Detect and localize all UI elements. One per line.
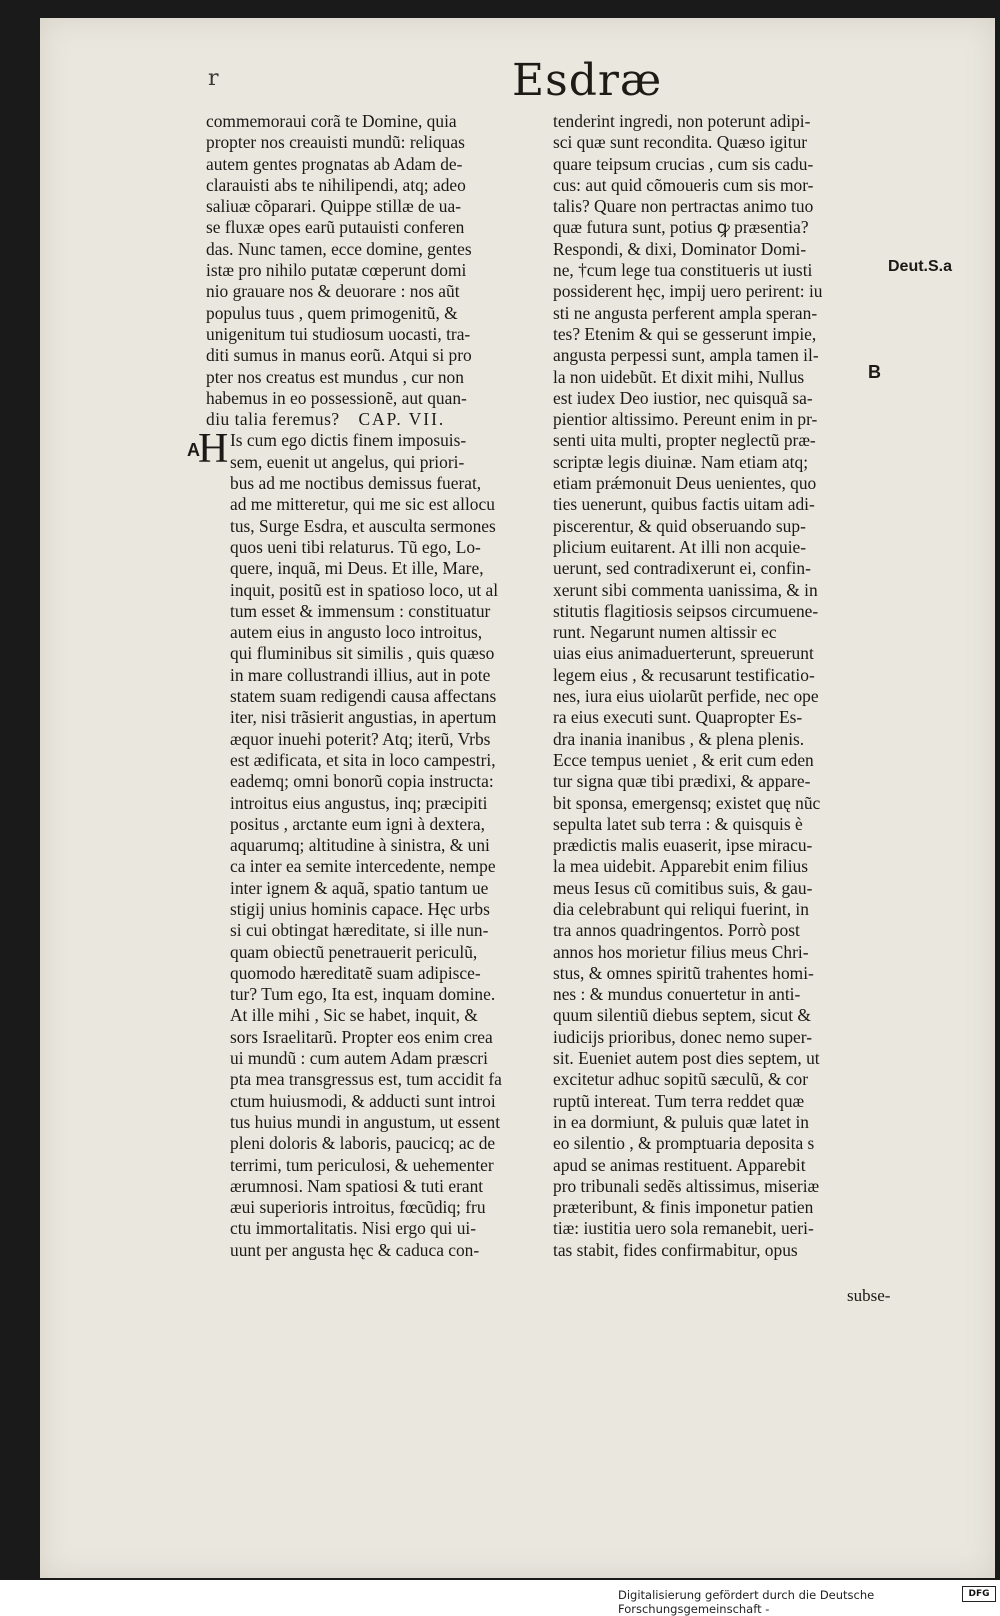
chapter-drop-capital: H	[198, 426, 229, 472]
text-line: saliuæ cõparari. Quippe stillæ de ua-	[206, 196, 462, 217]
text-line: apud se animas restituent. Apparebit	[553, 1154, 806, 1175]
text-line: quere, inquã, mi Deus. Et ille, Mare,	[230, 558, 484, 579]
digitization-credit: Digitalisierung gefördert durch die Deutsche Forschungsgemeinschaft -	[618, 1588, 875, 1616]
text-line: legem eius , & recusarunt testificatio-	[553, 664, 815, 685]
text-line: dra inania inanibus , & plena plenis.	[553, 728, 805, 749]
text-line: dia celebrabunt qui reliqui fuerint, in	[553, 898, 809, 919]
text-line: in mare collustrandi illius, aut in pote	[230, 664, 491, 685]
text-line: eo silentio , & promptuaria deposita s	[553, 1133, 815, 1154]
text-line: iudicijs prioribus, donec nemo super-	[553, 1026, 813, 1047]
text-line: commemoraui corã te Domine, quia	[206, 111, 457, 131]
text-line: uias eius animaduerterunt, spreuerunt	[553, 643, 814, 664]
text-line: pro tribunali sedẽs altissimus, miseriæ	[553, 1175, 820, 1196]
text-line: meus Iesus cũ comitibus suis, & gau-	[553, 877, 813, 898]
text-line: scriptæ legis diuinæ. Nam etiam atq;	[553, 451, 809, 472]
text-line: angusta perpessi sunt, ampla tamen il-	[553, 345, 819, 366]
text-line: pter nos creatus est mundus , cur non	[206, 366, 464, 387]
text-line: senti uita multi, propter neglectũ præ-	[553, 430, 816, 451]
margin-section-letter-a: A	[187, 440, 200, 460]
text-line: introitus eius angustus, inq; præcipiti	[230, 792, 488, 813]
text-line: sem, euenit ut angelus, qui priori-	[230, 451, 465, 472]
text-line: ne, †cum lege tua constitueris ut iusti	[553, 260, 813, 281]
running-header-title: Esdræ	[512, 55, 663, 106]
text-line: das. Nunc tamen, ecce domine, gentes	[206, 238, 472, 259]
text-line: quum silentiũ diebus septem, sicut &	[553, 1005, 811, 1026]
text-line: pleni doloris & laboris, paucicq; ac de	[230, 1133, 496, 1154]
text-line: quare teipsum crucias , cum sis cadu-	[553, 153, 814, 174]
text-line: terrimi, tum periculosi, & uehementer	[230, 1154, 494, 1175]
text-line: Ecce tempus ueniet , & erit cum eden	[553, 749, 814, 770]
text-line: habemus in eo possessionẽ, aut quan-	[206, 387, 467, 408]
text-line: ui mundũ : cum autem Adam præscri	[230, 1048, 488, 1069]
dfg-logo: DFG	[962, 1586, 996, 1602]
text-line: annos hos morietur filius meus Chri-	[553, 941, 809, 962]
text-line: excitetur adhuc sopitũ sæculũ, & cor	[553, 1069, 809, 1090]
text-line: sit. Eueniet autem post dies septem, ut	[553, 1048, 820, 1069]
text-line: tus, Surge Esdra, et ausculta sermones	[230, 515, 496, 536]
chapter-line-text: diu talia feremus?	[206, 409, 340, 430]
text-line: positus , arctante eum igni à dextera,	[230, 813, 485, 834]
text-line: diti sumus in manus eorũ. Atqui si pro	[206, 345, 472, 366]
text-line: possiderent hęc, impij uero perirent: iu	[553, 281, 823, 302]
left-text-column	[206, 111, 558, 1261]
stray-ink-mark: r	[208, 66, 219, 91]
text-line: inquit, positũ est in spatioso loco, ut al	[230, 579, 499, 600]
text-line: xerunt sibi commenta uanissima, & in	[553, 579, 818, 600]
text-line: Respondi, & dixi, Dominator Domi-	[553, 238, 807, 259]
text-line: tes? Etenim & qui se gesserunt impie,	[553, 323, 817, 344]
margin-cross-reference: Deut.S.a	[888, 258, 953, 275]
chapter-heading: CAP. VII.	[358, 409, 446, 430]
text-line: la mea uidebit. Apparebit enim filius	[553, 856, 808, 877]
text-line: Is cum ego dictis finem imposuis-	[230, 430, 467, 451]
text-line: clarauisti abs te nihilipendi, atq; adeo	[206, 174, 466, 195]
text-line: aquarumq; altitudine à sinistra, & uni	[230, 835, 490, 856]
catchword: subse-	[847, 1286, 891, 1305]
text-line: sors Israelitarũ. Propter eos enim crea	[230, 1026, 493, 1047]
chapter-line	[206, 409, 558, 430]
text-line: tus huius mundi in angustum, ut essent	[230, 1111, 501, 1132]
text-line: ctu immortalitatis. Nisi ergo qui ui-	[230, 1218, 477, 1239]
text-line: bus ad me noctibus demissus fuerat,	[230, 473, 482, 494]
text-line: nes, iura eius uiolarũt perfide, nec ope	[553, 686, 819, 707]
text-line: prӕteribunt, & finis imponetur patien	[553, 1197, 814, 1218]
text-line: etiam prǽmonuit Deus uenientes, quo	[553, 473, 817, 494]
right-text-column	[553, 111, 905, 1261]
text-line: autem eius in angusto loco introitus,	[230, 622, 483, 643]
text-line: talis? Quare non pertractas animo tuo	[553, 196, 814, 217]
text-line: ærumnosi. Nam spatiosi & tuti erant	[230, 1175, 484, 1196]
text-line: sepulta latet sub terra : & quisquis è	[553, 813, 803, 834]
text-line: tenderint ingredi, non poterunt adipi-	[553, 111, 811, 131]
text-line: populus tuus , quem primogenitũ, &	[206, 302, 458, 323]
margin-section-letter-b: B	[868, 362, 881, 382]
text-line: plicium euitarent. At illi non acquie-	[553, 536, 807, 557]
text-line: iter, nisi trãsierit angustias, in apertum	[230, 707, 497, 728]
text-line: se fluxæ opes earũ putauisti conferen	[206, 217, 465, 238]
text-line: tur signa quæ tibi prædixi, & appare-	[553, 771, 811, 792]
text-line: ties uenerunt, quibus factis uitam adi-	[553, 494, 815, 515]
text-line: autem gentes prognatas ab Adam de-	[206, 153, 463, 174]
text-line: qui fluminibus sit similis , quis quæso	[230, 643, 495, 664]
text-line: unigenitum tui studiosum uocasti, tra-	[206, 323, 471, 344]
text-line: quæ futura sunt, potius ꝙ præsentia?	[553, 217, 809, 238]
text-line: uerunt, sed contradixerunt ei, confin-	[553, 558, 811, 579]
text-line: sci quæ sunt recondita. Quæso igitur	[553, 132, 808, 153]
text-line: quomodo hæreditatẽ suam adipisce-	[230, 962, 481, 983]
text-line: tum esset & immensum : constituatur	[230, 600, 491, 621]
text-line: tiæ: iustitia uero sola remanebit, ueri-	[553, 1218, 814, 1239]
text-line: stitutis flagitiosis seipsos circumuene-	[553, 600, 819, 621]
text-line: uunt per angusta hęc & caduca con-	[230, 1239, 480, 1260]
text-line: nes : & mundus conuertetur in anti-	[553, 984, 801, 1005]
text-line: tur? Tum ego, Ita est, inquam domine.	[230, 984, 496, 1005]
text-line: tra annos quadringentos. Porrò post	[553, 920, 800, 941]
text-line: æui superioris introitus, fœcũdiq; fru	[230, 1197, 486, 1218]
text-line: prædictis malis euaserit, ipse miracu-	[553, 835, 813, 856]
text-line: stigij unius hominis capace. Hęc urbs	[230, 898, 490, 919]
text-line: eademq; omni bonorũ copia instructa:	[230, 771, 494, 792]
text-line: ad me mitteretur, qui me sic est allocu	[230, 494, 495, 515]
text-line: bit sponsa, emergensq; existet quę nũc	[553, 792, 821, 813]
text-line: At ille mihi , Sic se habet, inquit, &	[230, 1005, 478, 1026]
text-line: est iudex Deo iustior, nec quisquã sa-	[553, 387, 813, 408]
text-line: istæ pro nihilo putatæ cœperunt domi	[206, 260, 467, 281]
text-line: quam obiectũ penetrauerit periculũ,	[230, 941, 478, 962]
text-line: la non uidebũt. Et dixit mihi, Nullus	[553, 366, 805, 387]
text-line: ctum huiusmodi, & adducti sunt introi	[230, 1090, 496, 1111]
text-line: ca inter ea semite intercedente, nempe	[230, 856, 496, 877]
left-column-lines-after-chapter	[206, 430, 558, 1261]
text-line: quos ueni tibi relaturus. Tũ ego, Lo-	[230, 536, 481, 557]
text-line: pta mea transgressus est, tum accidit fa	[230, 1069, 502, 1090]
text-line: pientior altissimo. Pereunt enim in pr-	[553, 409, 818, 430]
text-line: est ædificata, et sita in loco campestri,	[230, 749, 496, 770]
text-line: ruptũ intereat. Tum terra reddet quæ	[553, 1090, 805, 1111]
text-line: statem suam redigendi causa affectans	[230, 686, 497, 707]
text-line: runt. Negarunt numen altissir ec	[553, 622, 777, 643]
text-line: piscerentur, & quid obseruando sup-	[553, 515, 806, 536]
text-line: nio grauare nos & deuorare : nos aũt	[206, 281, 460, 302]
text-line: stus, & omnes spiritũ trahentes homi-	[553, 962, 814, 983]
text-line: in ea dormiunt, & puluis quæ latet in	[553, 1111, 810, 1132]
text-line: inter ignem & aquã, spatio tantum ue	[230, 877, 489, 898]
text-line: sti ne angusta perferent ampla speran-	[553, 302, 818, 323]
text-line: si cui obtingat hæreditate, si ille nun-	[230, 920, 489, 941]
right-column-lines	[553, 111, 905, 1261]
text-line: ra eius executi sunt. Quapropter Es-	[553, 707, 803, 728]
text-line: æquor inuehi poterit? Atq; iterũ, Vrbs	[230, 728, 491, 749]
text-line: cus: aut quid cõmoueris cum sis mor-	[553, 174, 814, 195]
left-column-lines-before-chapter	[206, 111, 558, 409]
text-line: tas stabit, fides confirmabitur, opus	[553, 1239, 798, 1260]
text-line: propter nos creauisti mundũ: reliquas	[206, 132, 465, 153]
